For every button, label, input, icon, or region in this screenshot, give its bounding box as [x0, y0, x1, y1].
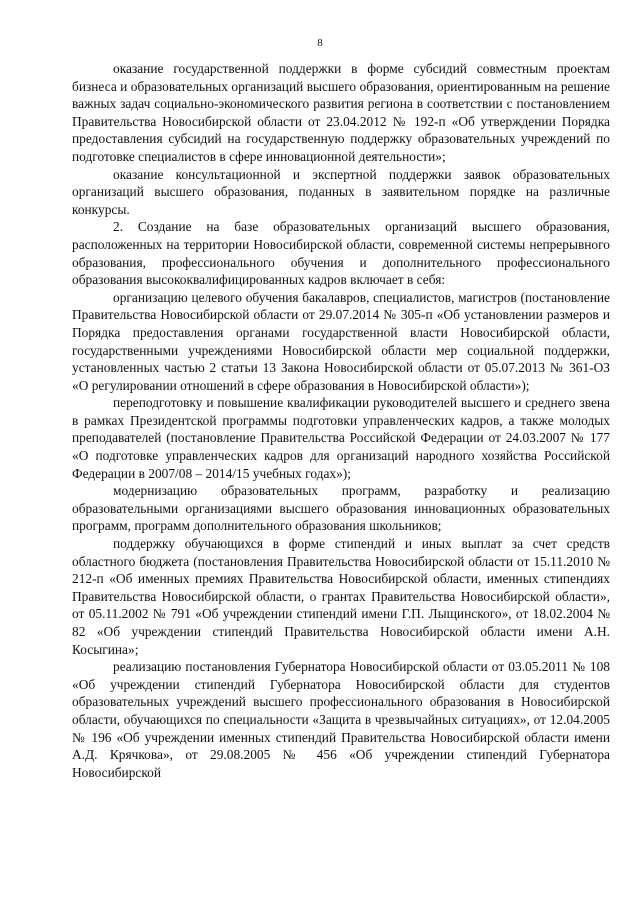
paragraph: переподготовку и повышение квалификации руководителей высшего и среднего звена в рамках Президентской программы подготовки управленческих кадров, а также молодых преподавателей (постановление Правительства Российской Федерации от 24.03.2007 № 177 «О подготовке управленческих кадров для организаций народного хозяйства Российской Федерации в 2007/08 – 2014/15 учебных годах»);: [72, 395, 610, 481]
paragraph: оказание государственной поддержки в форме субсидий совместным проектам бизнеса и образовательных организаций высшего образования, ориентированным на решение важных задач социально-экономического развития региона в соответствии с постановлением Правительства Новосибирской области от 23.04.2012 № 192-п «Об утверждении Порядка предоставления субсидий на государственную поддержку образовательных учреждений по подготовке специалистов в сфере инновационной деятельности»;: [72, 61, 610, 164]
paragraph: реализацию постановления Губернатора Новосибирской области от 03.05.2011 № 108 «Об учреждении стипендий Губернатора Новосибирской области для студентов образовательных учреждений высшего профессионального образования в Новосибирской области, обучающихся по специальности «Защита в чрезвычайных ситуациях», от 12.04.2005 № 196 «Об учреждении именных стипендий Правительства Новосибирской области имени А.Д. Крячкова», от 29.08.2005 № 456 «Об учреждении стипендий Губернатора Новосибирской: [72, 659, 610, 780]
page-number: 8: [317, 37, 323, 49]
paragraph: 2. Создание на базе образовательных организаций высшего образования, расположенных на территории Новосибирской области, современной системы непрерывного образования, профессионального обучения и дополнительного профессионального образования высококвалифицированных кадров включает в себя:: [72, 219, 610, 288]
paragraph: поддержку обучающихся в форме стипендий и иных выплат за счет средств областного бюджета (постановления Правительства Новосибирской области от 15.11.2010 № 212-п «Об именных премиях Правительства Новосибирской области, именных стипендиях Правительства Новосибирской области, о грантах Правительства Новосибирской области», от 05.11.2002 № 791 «Об учреждении стипендий имени Г.П. Лыщинского», от 18.02.2004 № 82 «Об учреждении стипендий Правительства Новосибирской области имени А.Н. Косыгина»;: [72, 536, 610, 657]
paragraph: оказание консультационной и экспертной поддержки заявок образовательных организаций высшего образования, поданных в заявительном порядке на различные конкурсы.: [72, 166, 610, 217]
document-body: [72, 60, 610, 781]
paragraph: организацию целевого обучения бакалавров, специалистов, магистров (постановление Правительства Новосибирской области от 29.07.2014 № 305-п «Об установлении размеров и Порядка предоставления органами государственной власти Новосибирской области, государственными учреждениями Новосибирской области мер социальной поддержки, установленных частью 2 статьи 13 Закона Новосибирской области от 05.07.2013 № 361-ОЗ «О регулировании отношений в сфере образования в Новосибирской области»);: [72, 289, 610, 393]
paragraph: модернизацию образовательных программ, разработку и реализацию образовательными организациями высшего образования инновационных образовательных программ, программ дополнительного образования школьников;: [72, 483, 610, 534]
